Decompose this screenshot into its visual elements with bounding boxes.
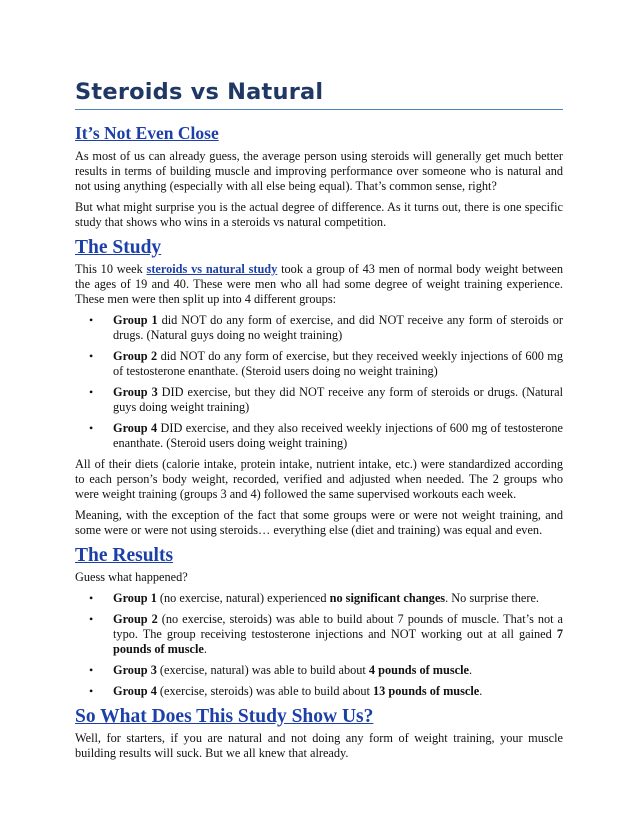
list-item — [75, 349, 563, 379]
page-title: Steroids vs Natural — [75, 79, 324, 105]
study-paragraph-3: Meaning, with the exception of the fact that some groups were or were not weight training, and some were or were not using steroids… everything else (diet and training) was equal and even. — [75, 508, 563, 537]
subtitle-heading: It’s Not Even Close — [75, 123, 219, 143]
group-name: Group 1 — [113, 591, 157, 605]
result-highlight: no significant changes — [329, 591, 446, 605]
study-paragraph-1 — [75, 262, 563, 307]
bullet-icon: • — [89, 663, 94, 677]
results-paragraph: Guess what happened? — [75, 570, 188, 584]
results-heading: The Results — [75, 545, 174, 566]
list-item — [75, 313, 563, 343]
list-item — [75, 663, 563, 678]
group-name: Group 3 — [113, 663, 157, 677]
bullet-icon: • — [89, 349, 94, 363]
bullet-icon: • — [89, 313, 94, 327]
result-highlight: 7 pounds of muscle — [113, 627, 563, 656]
result-text: (no exercise, natural) experienced — [156, 591, 330, 605]
study-heading: The Study — [75, 237, 162, 258]
results-list — [75, 591, 563, 699]
group-name: Group 2 — [113, 612, 158, 626]
group-description: DID exercise, but they did NOT receive any form of steroids or drugs. (Natural guys doing weight training) — [113, 385, 563, 414]
bullet-icon: • — [89, 684, 94, 698]
intro-paragraph-2: But what might surprise you is the actual degree of difference. As it turns out, there is one specific study that shows who wins in a steroids vs natural competition. — [75, 200, 563, 229]
list-item — [75, 612, 563, 657]
study-link[interactable]: steroids vs natural study — [146, 262, 278, 276]
list-item — [75, 421, 563, 451]
result-highlight: 4 pounds of muscle — [368, 663, 470, 677]
study-text-after-link: took a group of 43 men of normal body weight between the ages of 19 and 40. These were men who all had some degree of weight training experience. These men were then split up into 4 different groups: — [75, 262, 564, 306]
group-description: did NOT do any form of exercise, but they received weekly injections of 600 mg of testosterone enanthate. (Steroid users doing no weight training) — [113, 349, 563, 378]
group-description: DID exercise, and they also received weekly injections of 600 mg of testosterone enanthate. (Steroid users doing weight training) — [113, 421, 564, 450]
bullet-icon: • — [89, 421, 94, 435]
conclusion-heading: So What Does This Study Show Us? — [75, 706, 374, 727]
result-text: (exercise, steroids) was able to build about — [156, 684, 374, 698]
list-item — [75, 591, 563, 606]
result-text-end: . — [469, 663, 473, 677]
result-text-end: . — [479, 684, 483, 698]
group-name: Group 4 — [113, 421, 158, 435]
study-paragraph-2: All of their diets (calorie intake, protein intake, nutrient intake, etc.) were standardized according to each person’s body weight, recorded, verified and adjusted when needed. The 2 groups who were weight training (groups 3 and 4) followed the same supervised workouts each week. — [75, 457, 563, 501]
result-highlight: 13 pounds of muscle — [373, 684, 480, 698]
title-divider — [75, 109, 563, 110]
result-text-end: . No surprise there. — [445, 591, 540, 605]
group-name: Group 2 — [113, 349, 158, 363]
study-text-before-link: This 10 week — [75, 262, 147, 276]
bullet-icon: • — [89, 385, 94, 399]
group-description: did NOT do any form of exercise, and did NOT receive any form of steroids or drugs. (Natural guys doing no weight training) — [113, 313, 563, 342]
group-name: Group 1 — [113, 313, 158, 327]
bullet-icon: • — [89, 591, 94, 605]
group-name: Group 4 — [113, 684, 157, 698]
bullet-icon: • — [89, 612, 94, 626]
intro-paragraph-1: As most of us can already guess, the average person using steroids will generally get much better results in terms of building muscle and improving performance over someone who is natural and not using anything (especially with all else being equal). That’s common sense, right? — [75, 149, 563, 193]
list-item — [75, 385, 563, 415]
groups-list — [75, 313, 563, 451]
conclusion-paragraph: Well, for starters, if you are natural and not doing any form of weight training, your muscle building results will suck. But we all knew that already. — [75, 731, 563, 760]
group-name: Group 3 — [113, 385, 158, 399]
list-item — [75, 684, 563, 699]
result-text: (no exercise, steroids) was able to build about 7 pounds of muscle. That’s not a typo. The group receiving testosterone injections and NOT working out at all gained — [113, 612, 564, 641]
document-body — [75, 78, 563, 767]
result-text-end: . — [203, 642, 207, 656]
result-text: (exercise, natural) was able to build about — [156, 663, 369, 677]
